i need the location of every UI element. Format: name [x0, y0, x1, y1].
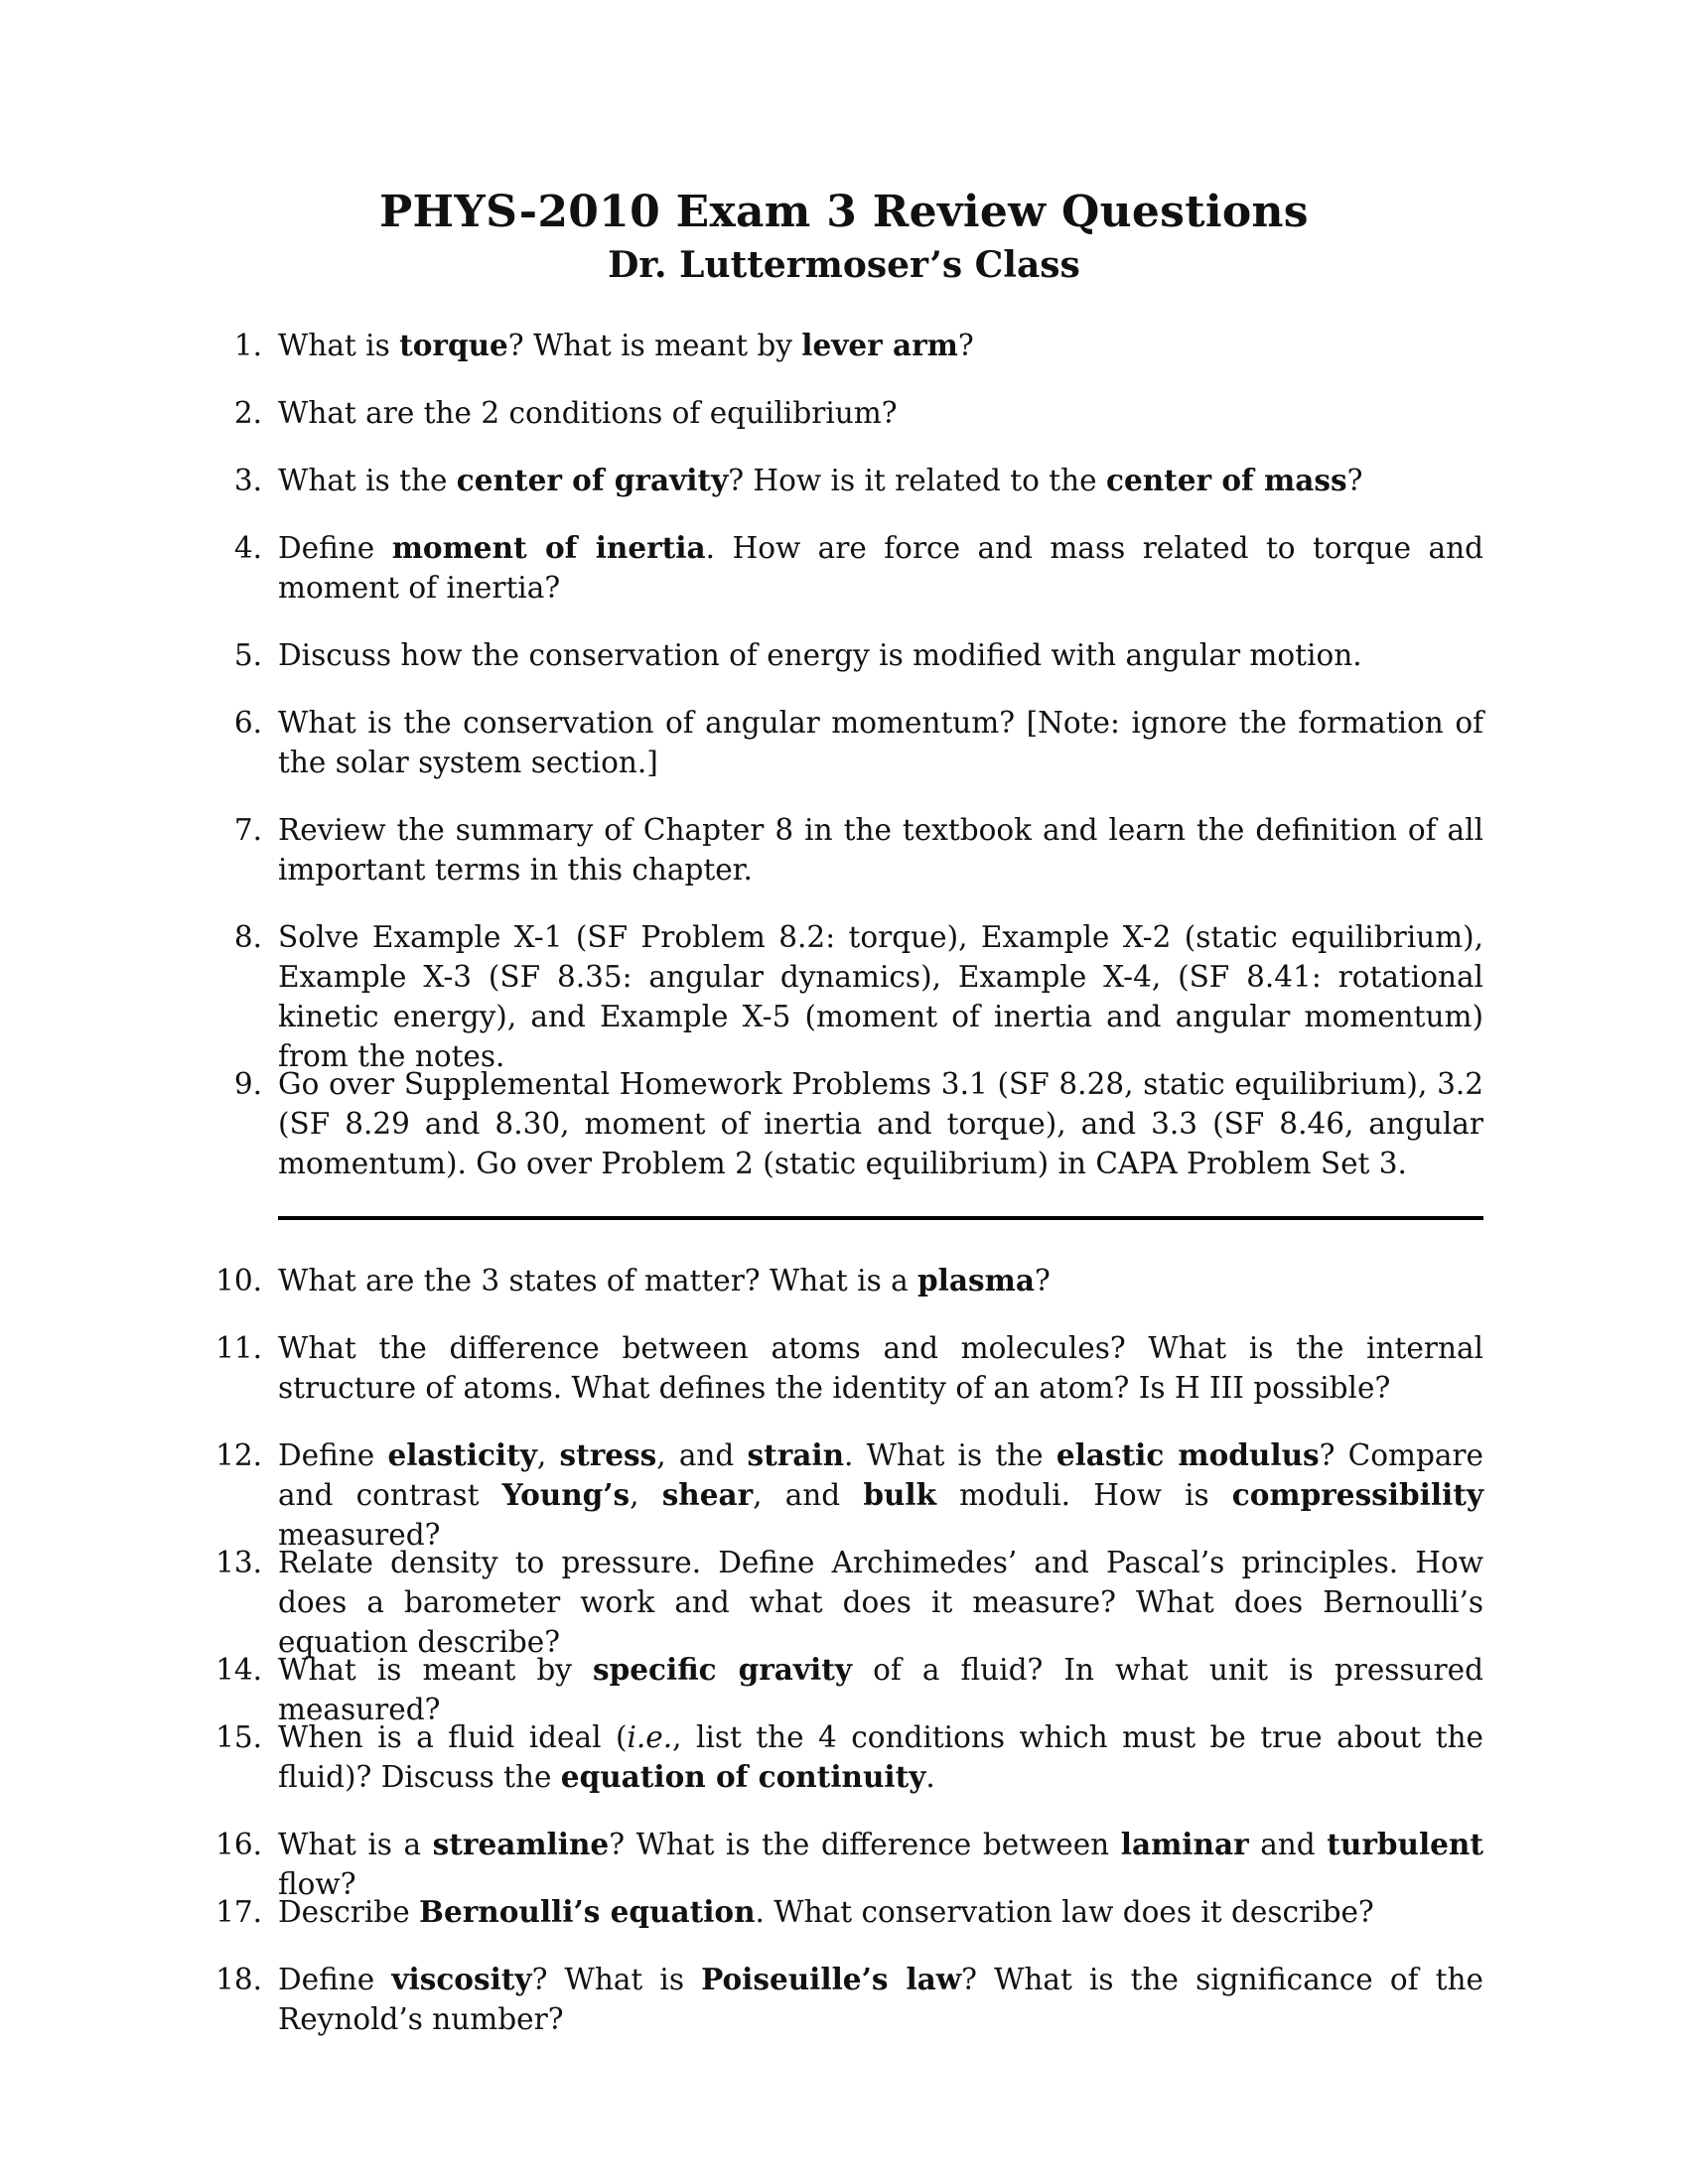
question-number: 10.: [215, 1264, 262, 1297]
question-number: 12.: [215, 1438, 262, 1472]
question-item: [214, 393, 1483, 433]
question-item: [214, 1543, 1483, 1662]
question-item: [214, 1435, 1483, 1555]
question-number: 1.: [233, 329, 262, 362]
question-text: What is the center of gravity? How is it related to the center of mass?: [278, 463, 1363, 497]
question-number: 7.: [233, 813, 262, 847]
question-item: [214, 810, 1483, 889]
page-title: PHYS-2010 Exam 3 Review Questions: [379, 187, 1309, 237]
question-number: 11.: [215, 1331, 262, 1365]
key-term: shear: [661, 1477, 754, 1512]
question-text: Go over Supplemental Homework Problems 3.1 (SF 8.28, static equilibrium), 3.2 (SF 8.29 and 8.30, moment of inertia and torque), and 3.3 (SF 8.46, angular momentum). Go over Problem 2 (static equilibrium) in CAPA Problem Set 3.: [278, 1067, 1483, 1180]
question-item: [214, 1328, 1483, 1408]
key-term: specific gravity: [593, 1652, 852, 1687]
key-term: laminar: [1120, 1827, 1249, 1861]
question-text: Define moment of inertia. How are force and mass related to torque and moment of inertia?: [278, 530, 1483, 605]
question-item: [214, 1717, 1483, 1797]
key-term: elasticity: [387, 1437, 537, 1472]
question-number: 5.: [233, 638, 262, 672]
question-text: What is a streamline? What is the difference between laminar and turbulent flow?: [278, 1827, 1484, 1901]
key-term: moment of inertia: [391, 530, 706, 565]
question-number: 13.: [215, 1546, 262, 1579]
question-item: [214, 703, 1483, 782]
key-term: center of gravity: [456, 463, 729, 497]
question-number: 18.: [215, 1963, 262, 1996]
question-item: [214, 1064, 1483, 1183]
question-number: 9.: [233, 1067, 262, 1101]
key-term: compressibility: [1231, 1477, 1484, 1512]
question-text: When is a fluid ideal (i.e., list the 4 conditions which must be true about the fluid)? Discuss the equation of continuity.: [278, 1720, 1483, 1794]
question-number: 17.: [215, 1895, 262, 1929]
question-number: 14.: [215, 1653, 262, 1687]
question-number: 4.: [233, 531, 262, 565]
key-term: stress: [559, 1437, 657, 1472]
question-text: Review the summary of Chapter 8 in the textbook and learn the definition of all important terms in this chapter.: [278, 813, 1483, 887]
key-term: equation of continuity: [560, 1759, 926, 1794]
key-term: strain: [747, 1437, 845, 1472]
question-text: What the difference between atoms and molecules? What is the internal structure of atoms. What defines the identity of an atom? Is H III possible?: [278, 1331, 1483, 1405]
question-text: What are the 2 conditions of equilibrium?: [278, 396, 898, 430]
question-number: 6.: [233, 706, 262, 740]
question-text: What is meant by specific gravity of a fluid? In what unit is pressured measured?: [278, 1652, 1483, 1726]
question-item: [214, 1960, 1483, 2039]
question-item: [214, 326, 1483, 365]
key-term: bulk: [863, 1477, 937, 1512]
key-term: turbulent: [1327, 1827, 1484, 1861]
key-term: elastic modulus: [1055, 1437, 1320, 1472]
key-term: Bernoulli’s equation: [419, 1894, 756, 1929]
key-term: viscosity: [391, 1962, 532, 1996]
key-term: streamline: [432, 1827, 610, 1861]
section-divider: [278, 1216, 1483, 1220]
question-text: Relate density to pressure. Define Archimedes’ and Pascal’s principles. How does a barometer work and what does it measure? What does Bernoulli’s equation describe?: [278, 1546, 1483, 1659]
question-number: 2.: [233, 396, 262, 430]
page-subtitle: Dr. Luttermoser’s Class: [608, 244, 1080, 286]
question-text: Solve Example X-1 (SF Problem 8.2: torque), Example X-2 (static equilibrium), Example X-3 (SF 8.35: angular dynamics), Example X-4, (SF 8.41: rotational kinetic energy), and Example X-5 (moment of inertia and angular momentum) from the notes.: [278, 920, 1483, 1073]
question-text: Describe Bernoulli’s equation. What conservation law does it describe?: [278, 1894, 1374, 1929]
key-term: Young’s: [501, 1477, 631, 1512]
question-item: [214, 1261, 1483, 1300]
key-term: plasma: [917, 1263, 1035, 1297]
italic-text: i.e.: [627, 1720, 673, 1754]
question-text: Discuss how the conservation of energy is modified with angular motion.: [278, 638, 1362, 672]
question-number: 16.: [215, 1828, 262, 1861]
question-number: 15.: [215, 1720, 262, 1754]
question-item: [214, 635, 1483, 675]
question-item: [214, 528, 1483, 608]
question-number: 3.: [233, 464, 262, 497]
question-text: What is torque? What is meant by lever arm?: [278, 328, 974, 362]
key-term: Poiseuille’s law: [701, 1962, 962, 1996]
question-number: 8.: [233, 920, 262, 954]
question-text: What are the 3 states of matter? What is a plasma?: [278, 1263, 1051, 1297]
question-item: [214, 917, 1483, 1076]
key-term: torque: [399, 328, 508, 362]
question-item: [214, 461, 1483, 500]
question-item: [214, 1892, 1483, 1932]
key-term: lever arm: [801, 328, 958, 362]
question-text: What is the conservation of angular momentum? [Note: ignore the formation of the solar system section.]: [278, 706, 1483, 779]
question-text: Define viscosity? What is Poiseuille’s law? What is the significance of the Reynold’s number?: [278, 1962, 1483, 2036]
question-text: Define elasticity, stress, and strain. What is the elastic modulus? Compare and contrast Young’s, shear, and bulk moduli. How is compressibility measured?: [278, 1437, 1484, 1552]
key-term: center of mass: [1105, 463, 1347, 497]
